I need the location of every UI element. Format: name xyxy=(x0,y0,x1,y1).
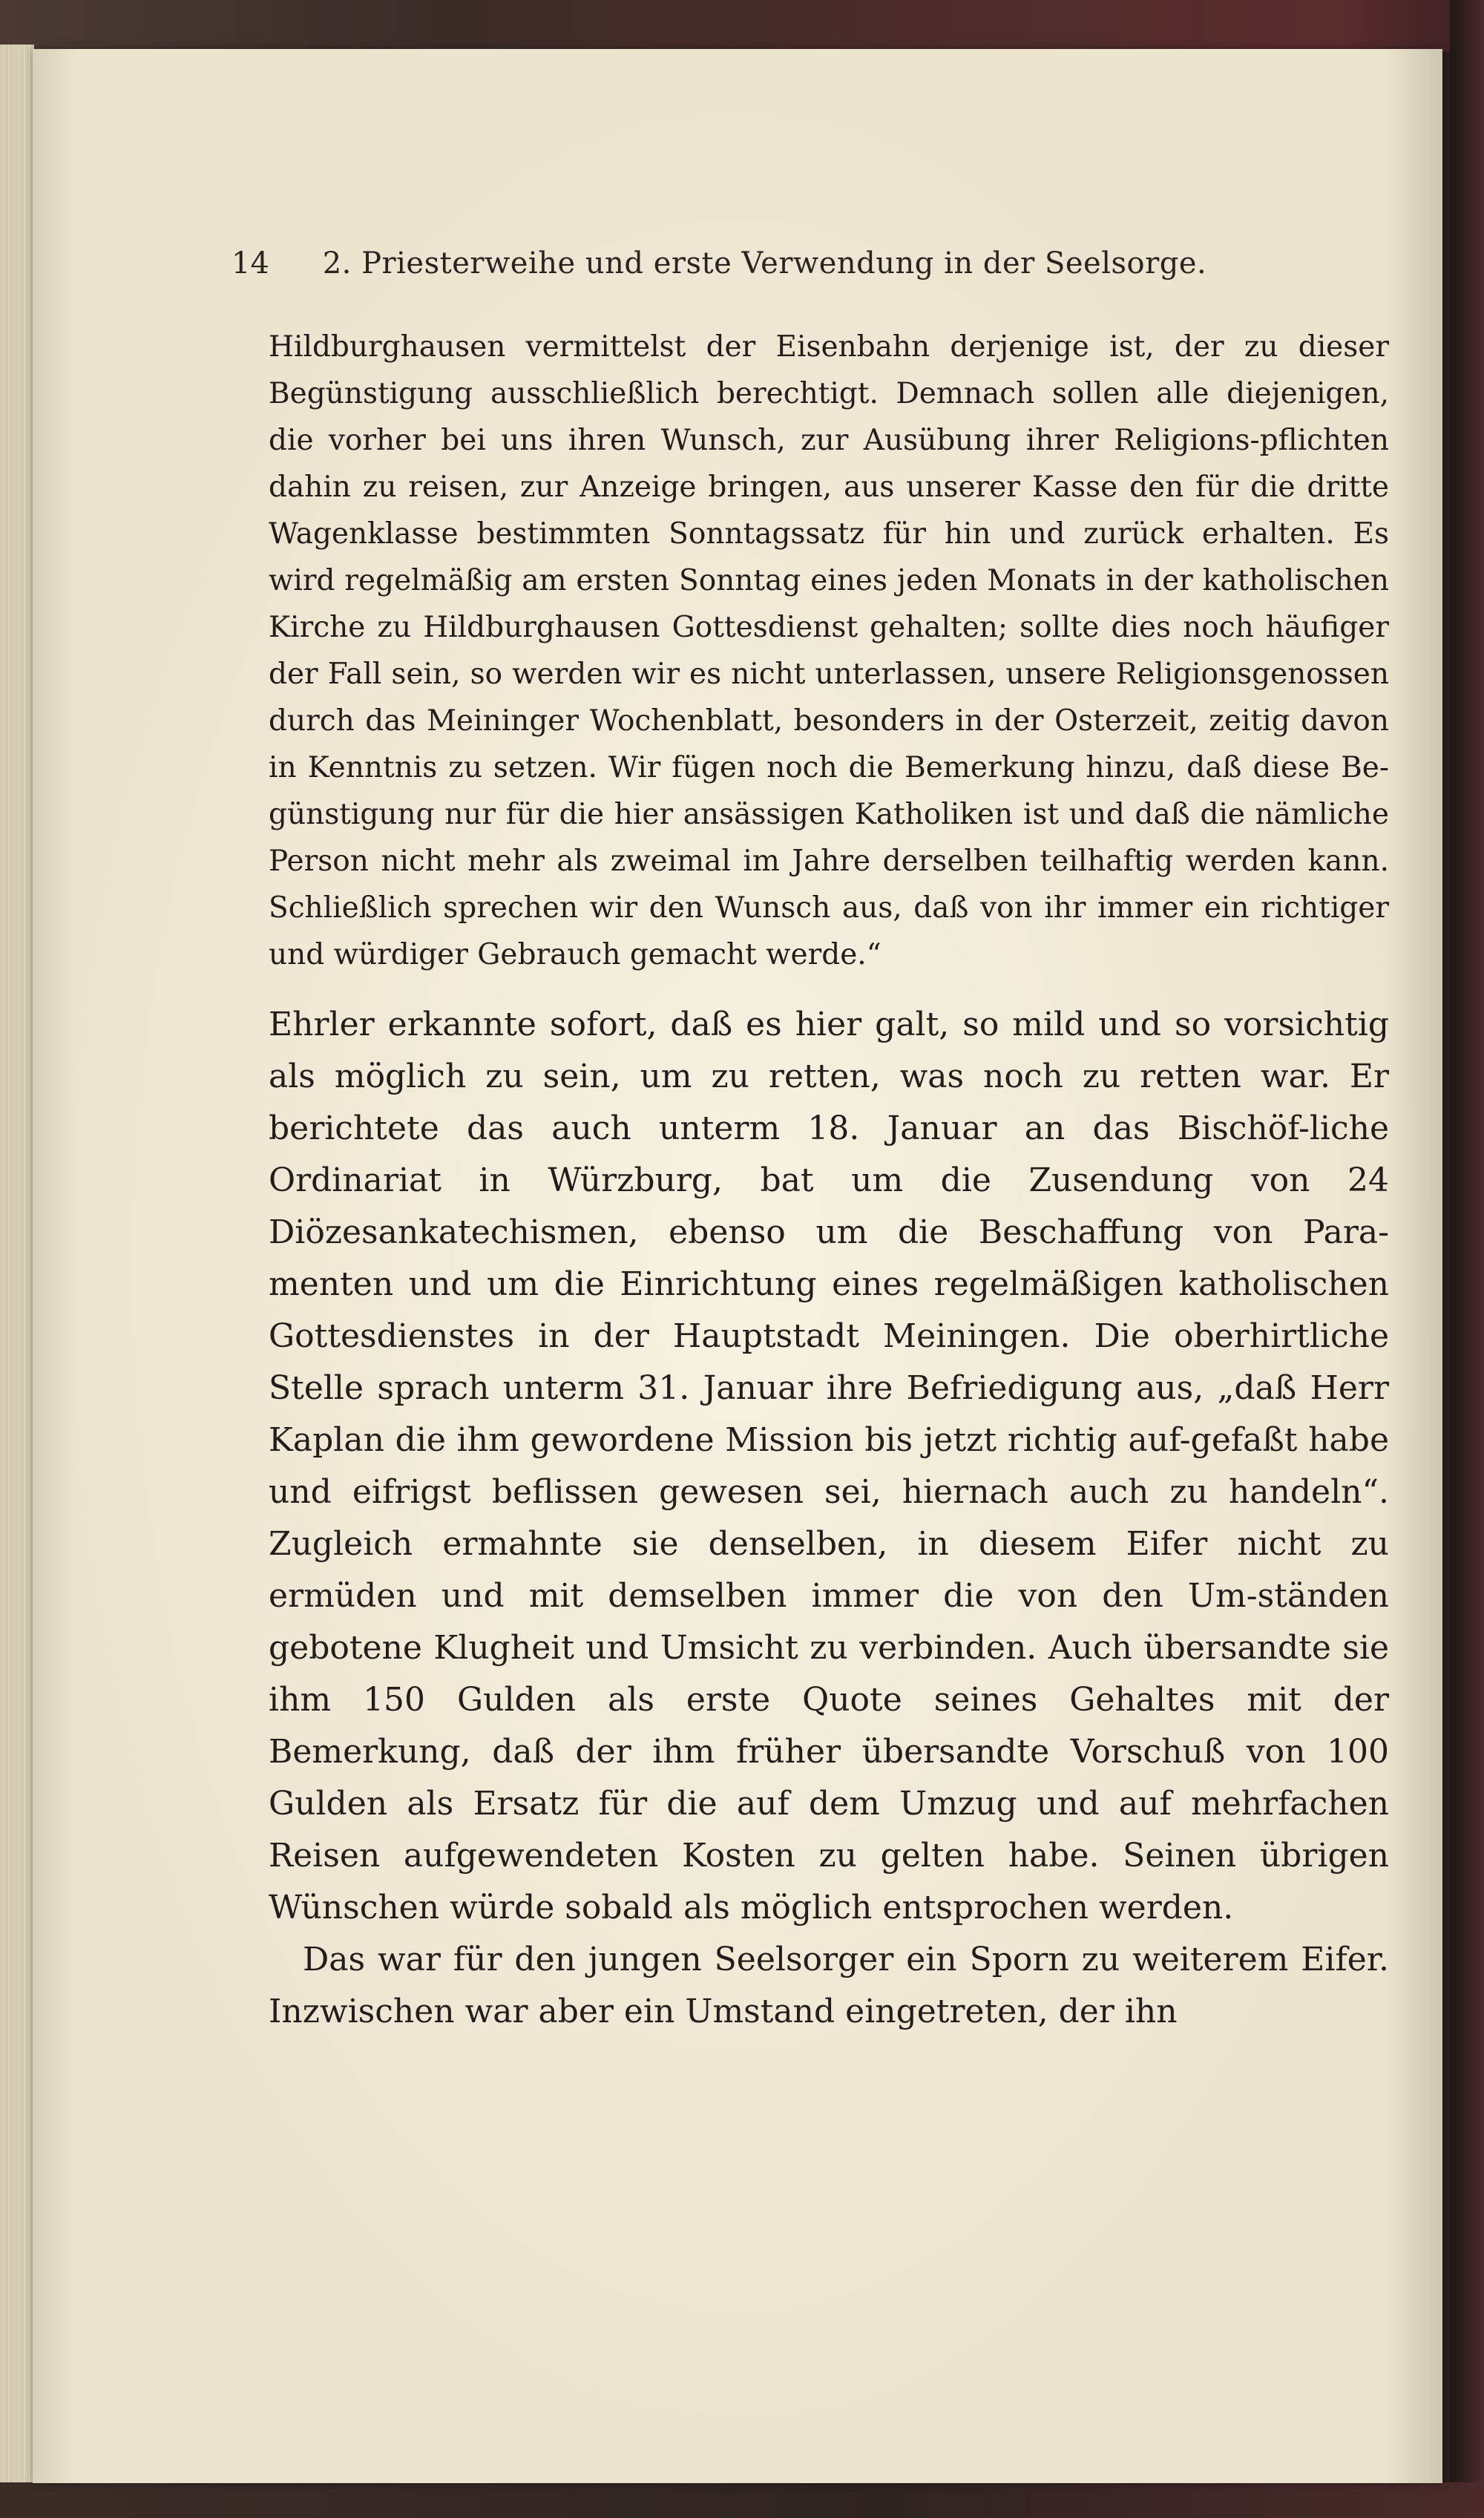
paragraph-ehrler: Ehrler erkannte sofort, daß es hier galt, so mild und so vorsichtig als möglich zu sein, um zu retten, was noch zu retten war. Er berichtete das auch unterm 18. Januar an das Bischöf-liche Ordinariat in Würzburg, bat um die Zusendung von 24 Diözesankatechismen, ebenso um die Beschaffung von Para-menten und um die Einrichtung eines regelmäßigen katholischen Gottesdienstes in der Hauptstadt Meiningen. Die oberhirtliche Stelle sprach unterm 31. Januar ihre Befriedigung aus, „daß Herr Kaplan die ihm gewordene Mission bis jetzt richtig auf-gefaßt habe und eifrigst beflissen gewesen sei, hiernach auch zu handeln“. Zugleich ermahnte sie denselben, in diesem Eifer nicht zu ermüden und mit demselben immer die von den Um-ständen gebotene Klugheit und Umsicht zu verbinden. Auch übersandte sie ihm 150 Gulden als erste Quote seines Gehaltes mit der Bemerkung, daß der ihm früher übersandte Vorschuß von 100 Gulden als Ersatz für die auf dem Umzug und auf mehrfachen Reisen aufgewendeten Kosten zu gelten habe. Seinen übrigen Wünschen würde sobald als möglich entsprochen werden. xyxy=(269,1006,1389,1927)
body-text xyxy=(269,324,1389,2038)
book-cover-bottom xyxy=(0,2482,1484,2518)
book-cover-right xyxy=(1450,0,1484,2518)
paragraph-closing: Das war für den jungen Seelsorger ein Sporn zu weiterem Eifer. Inzwischen war aber ein Umstand eingetreten, der ihn xyxy=(269,1941,1389,2030)
book-cover-top xyxy=(0,0,1484,52)
page-number: 14 xyxy=(232,246,269,281)
page-stack-edge xyxy=(0,45,34,2494)
paragraph-quote-end: Hildburghausen vermittelst der Eisenbahn derjenige ist, der zu dieser Begünstigung ausschließlich berechtigt. Demnach sollen alle diejenigen, die vorher bei uns ihren Wunsch, zur Ausübung ihrer Religions-pflichten dahin zu reisen, zur Anzeige bringen, aus unserer Kasse den für die dritte Wagenklasse bestimmten Sonntagssatz für hin und zurück erhalten. Es wird regelmäßig am ersten Sonntag eines jeden Monats in der katholischen Kirche zu Hildburghausen Gottesdienst gehalten; sollte dies noch häufiger der Fall sein, so werden wir es nicht unterlassen, unsere Religionsgenossen durch das Meininger Wochenblatt, besonders in der Osterzeit, zeitig davon in Kenntnis zu setzen. Wir fügen noch die Bemerkung hinzu, daß diese Be-günstigung nur für die hier ansässigen Katholiken ist und daß die nämliche Person nicht mehr als zweimal im Jahre derselben teilhaftig werden kann. Schließlich sprechen wir den Wunsch aus, daß von ihr immer ein richtiger und würdiger Gebrauch gemacht werde.“ xyxy=(269,330,1389,971)
running-head xyxy=(232,246,1307,291)
book-page xyxy=(33,49,1442,2483)
chapter-title: 2. Priesterweihe und erste Verwendung in der Seelsorge. xyxy=(322,246,1207,281)
